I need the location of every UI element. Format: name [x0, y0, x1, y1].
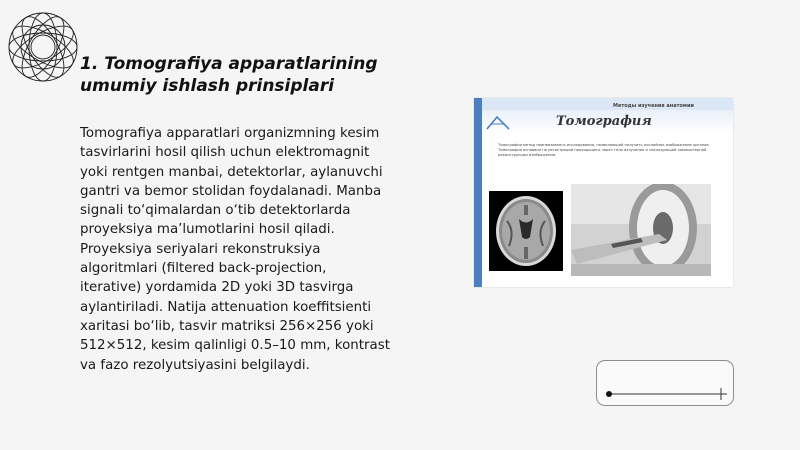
body-line: signali to‘qimalardan o‘tib detektorlarda: [80, 203, 351, 219]
body-line: Tomografiya apparatlari organizmning kesim: [80, 126, 380, 141]
body-line: algoritmlari (filtered back-projection,: [80, 261, 327, 277]
thumb-big-heading: Томография: [556, 114, 652, 129]
slide-title: [80, 53, 420, 97]
body-line: iterative) yordamida 2D yoki 3D tasvirga: [80, 280, 354, 296]
slider-handle[interactable]: [606, 391, 612, 397]
body-line: gantri va bemor stolidan foydalanadi. Manba: [80, 183, 382, 199]
body-line: Proyeksiya seriyalari rekonstruksiya: [80, 241, 321, 257]
body-line: aylantiriladi. Natija attenuation koeffitsienti: [80, 299, 372, 315]
slide-title-line-1: 1. Tomografiya apparatlarining: [80, 54, 378, 74]
thumb-logo-icon: [485, 115, 511, 131]
thumb-left-accent-bar: [474, 98, 482, 287]
decorative-rosette-icon: [4, 4, 82, 90]
ct-scan-image: [489, 191, 563, 271]
body-line: va fazo rezolyutsiyasini belgilaydi.: [80, 357, 310, 373]
slide-title-line-2: umumiy ishlash prinsiplari: [80, 76, 335, 96]
body-line: 512×512, kesim qalinligi 0.5–10 mm, kontrast: [80, 338, 390, 354]
body-line: proyeksiya ma’lumotlarini hosil qiladi.: [80, 222, 335, 238]
slider-track-icon: [597, 361, 733, 405]
embedded-slide-image: [474, 98, 733, 287]
ct-scanner-photo: [571, 184, 711, 276]
body-line: yoki rentgen manbai, detektorlar, aylanuvchi: [80, 164, 383, 180]
thumb-small-heading: Методы изучения анатомии: [612, 103, 694, 109]
slide-body: [80, 124, 425, 375]
thumb-paragraph: Томография метод неинвазивного исследования, позволяющий получить послойное изображение органов. Томография основана на регистрации проходящего через тело излучения и последующей компьютерной реконструкции изображения.: [498, 143, 710, 158]
body-line: tasvirlarini hosil qilish uchun elektromagnit: [80, 145, 370, 161]
slide-navigation-control[interactable]: [596, 360, 734, 406]
body-line: xaritasi bo‘lib, tasvir matriksi 256×256 yoki: [80, 318, 374, 334]
